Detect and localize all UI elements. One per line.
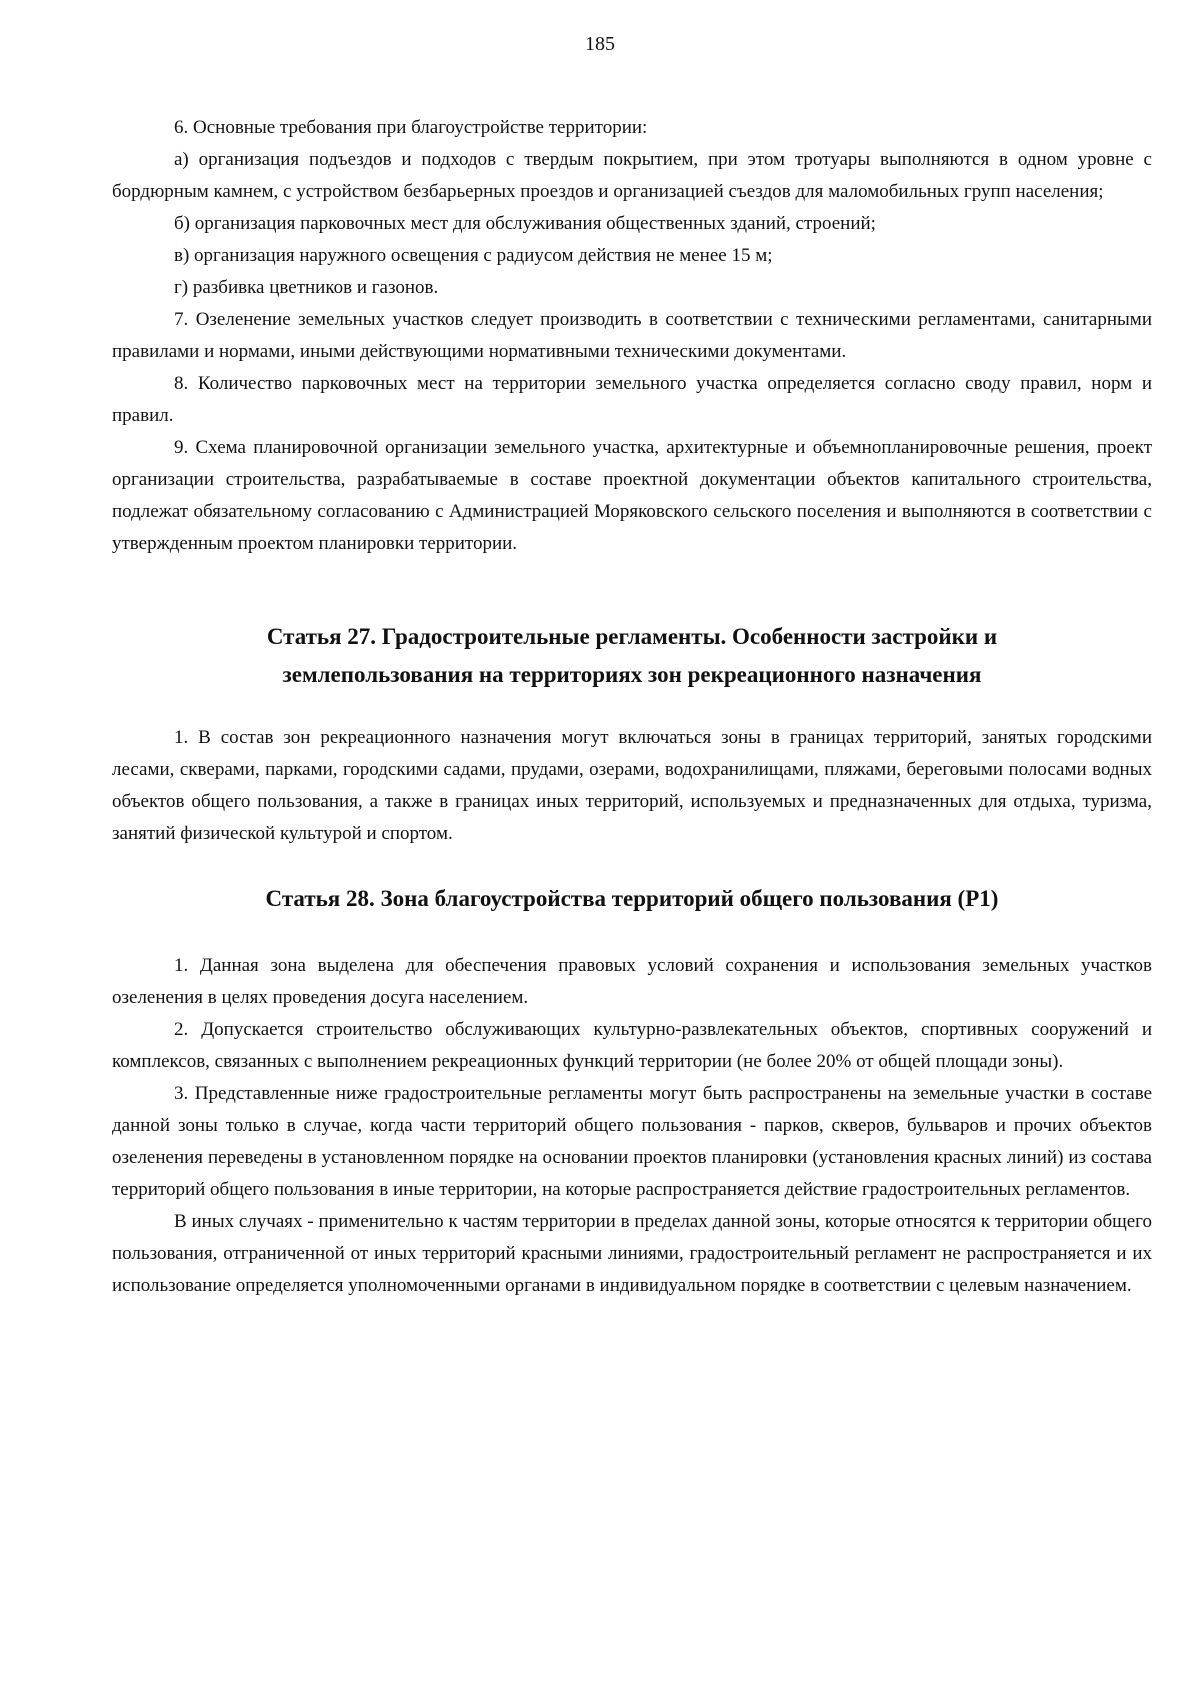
paragraph-item-6a: а) организация подъездов и подходов с твердым покрытием, при этом тротуары выполняются в одном уровне с бордюрным камнем, с устройством безбарьерных проездов и организацией съездов для маломобильных групп населения;	[112, 149, 1152, 202]
paragraph-item-9: 9. Схема планировочной организации земельного участка, архитектурные и объемнопланировочные решения, проект организации строительства, разрабатываемые в составе проектной документации объектов капитального строительства, подлежат обязательному согласованию с Администрацией Моряковского сельского поселения и выполняются в соответствии с утвержденным проектом планировки территории.	[112, 437, 1152, 554]
article-28-paragraph-3: 3. Представленные ниже градостроительные регламенты могут быть распространены на земельные участки в составе данной зоны только в случае, когда части территорий общего пользования - парков, скверов, бульваров и прочих объектов озеленения переведены в установленном порядке на основании проектов планировки (установления красных линий) из состава территорий общего пользования в иные территории, на которые распространяется действие градостроительных регламентов.	[112, 1083, 1152, 1200]
article-28-paragraph-2: 2. Допускается строительство обслуживающих культурно-развлекательных объектов, спортивных сооружений и комплексов, связанных с выполнением рекреационных функций территории (не более 20% от общей площади зоны).	[112, 1019, 1152, 1072]
article-28-body	[112, 950, 1152, 1302]
page-number: 185	[585, 33, 615, 55]
page-content	[112, 112, 1152, 1302]
article-28-paragraph-1: 1. Данная зона выделена для обеспечения правовых условий сохранения и использования земельных участков озеленения в целях проведения досуга населением.	[112, 955, 1152, 1008]
paragraph-item-6b: б) организация парковочных мест для обслуживания общественных зданий, строений;	[174, 213, 876, 234]
paragraph-item-6: 6. Основные требования при благоустройстве территории:	[174, 117, 648, 138]
paragraph-item-7: 7. Озеленение земельных участков следует производить в соответствии с техническими регламентами, санитарными правилами и нормами, иными действующими нормативными техническими документами.	[112, 309, 1152, 362]
article-27-heading-line2: землепользования на территориях зон рекреационного назначения	[282, 662, 982, 687]
requirements-section	[112, 112, 1152, 560]
article-27-heading-line1: Статья 27. Градостроительные регламенты. Особенности застройки и	[266, 624, 998, 649]
paragraph-item-6c: в) организация наружного освещения с радиусом действия не менее 15 м;	[174, 245, 773, 266]
article-27-paragraph-1: 1. В состав зон рекреационного назначения могут включаться зоны в границах территорий, занятых городскими лесами, скверами, парками, городскими садами, прудами, озерами, водохранилищами, пляжами, береговыми полосами водных объектов общего пользования, а также в границах иных территорий, используемых и предназначенных для отдыха, туризма, занятий физической культурой и спортом.	[112, 727, 1152, 844]
paragraph-item-8: 8. Количество парковочных мест на территории земельного участка определяется согласно своду правил, норм и правил.	[112, 373, 1152, 426]
article-27-body	[112, 722, 1152, 850]
article-28-heading: Статья 28. Зона благоустройства территорий общего пользования (Р1)	[265, 886, 999, 911]
article-28-paragraph-4: В иных случаях - применительно к частям территории в пределах данной зоны, которые относятся к территории общего пользования, отграниченной от иных территорий красными линиями, градостроительный регламент не распространяется и их использование определяется уполномоченными органами в индивидуальном порядке в соответствии с целевым назначением.	[112, 1211, 1152, 1296]
paragraph-item-6d: г) разбивка цветников и газонов.	[174, 277, 439, 298]
article-27-heading	[112, 618, 1152, 694]
